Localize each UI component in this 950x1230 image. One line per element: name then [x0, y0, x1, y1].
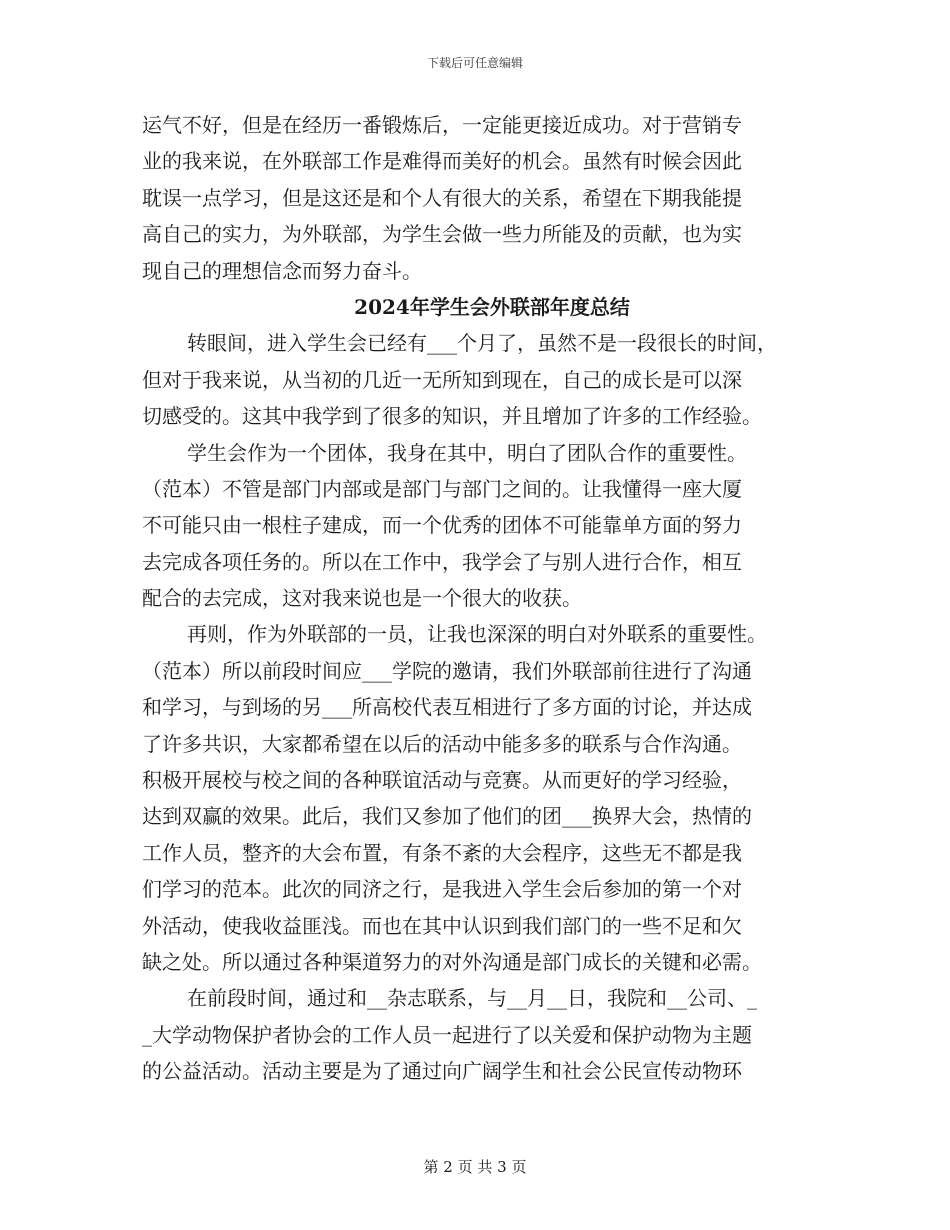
body-line: _大学动物保护者协会的工作人员一起进行了以关爱和保护动物为主题 [142, 1022, 752, 1047]
body-line: 去完成各项任务的。所以在工作中，我学会了与别人进行合作，相互 [142, 549, 742, 574]
body-line: 现自己的理想信念而努力奋斗。 [142, 258, 422, 283]
body-line: 缺之处。所以通过各种渠道努力的对外沟通是部门成长的关键和必需。 [142, 949, 762, 974]
body-line: 切感受的。这其中我学到了很多的知识，并且增加了许多的工作经验。 [142, 404, 762, 429]
page-header-note: 下载后可任意编辑 [426, 56, 523, 70]
body-line: 工作人员，整齐的大会布置，有条不紊的大会程序，这些无不都是我 [142, 840, 742, 865]
body-line: 配合的去完成，这对我来说也是一个很大的收获。 [142, 586, 582, 611]
body-line: 们学习的范本。此次的同济之行，是我进入学生会后参加的第一个对 [142, 877, 742, 902]
body-line: （范本）不管是部门内部或是部门与部门之间的。让我懂得一座大厦 [142, 476, 742, 501]
body-line: 和学习，与到场的另___所高校代表互相进行了多方面的讨论，并达成 [142, 695, 752, 720]
body-line: 外活动，使我收益匪浅。而也在其中认识到我们部门的一些不足和欠 [142, 913, 742, 938]
body-line: 运气不好，但是在经历一番锻炼后，一定能更接近成功。对于营销专 [142, 113, 742, 137]
page-number-footer: 第 2 页 共 3 页 [423, 1158, 527, 1176]
section-title: 2024年学生会外联部年度总结 [354, 294, 630, 319]
document-body [142, 107, 812, 1090]
body-line: 耽误一点学习，但是这还是和个人有很大的关系，希望在下期我能提 [142, 185, 742, 210]
paragraph-start-line: 在前段时间，通过和__杂志联系，与__月__日，我院和__公司、_ [187, 986, 757, 1011]
paragraph-start-line: 再则，作为外联部的一员，让我也深深的明白对外联系的重要性。 [187, 622, 767, 647]
body-line: 了许多共识，大家都希望在以后的活动中能多多的联系与合作沟通。 [142, 731, 742, 756]
body-line: 高自己的实力，为外联部，为学生会做一些力所能及的贡献，也为实 [142, 222, 742, 247]
paragraph-start-line: 转眼间，进入学生会已经有___个月了，虽然不是一段很长的时间， [187, 331, 777, 356]
paragraph-start-line: 学生会作为一个团体，我身在其中，明白了团队合作的重要性。 [187, 440, 747, 465]
body-line: （范本）所以前段时间应___学院的邀请，我们外联部前往进行了沟通 [142, 658, 752, 683]
body-line: 但对于我来说，从当初的几近一无所知到现在，自己的成长是可以深 [142, 367, 742, 392]
body-line: 业的我来说，在外联部工作是难得而美好的机会。虽然有时候会因此 [142, 149, 742, 174]
body-line: 达到双赢的效果。此后，我们又参加了他们的团___换界大会，热情的 [142, 804, 752, 829]
body-line: 不可能只由一根柱子建成，而一个优秀的团体不可能靠单方面的努力 [142, 513, 742, 538]
body-line: 积极开展校与校之间的各种联谊活动与竞赛。从而更好的学习经验， [142, 768, 742, 793]
body-line: 的公益活动。活动主要是为了通过向广阔学生和社会公民宣传动物环 [142, 1059, 742, 1084]
